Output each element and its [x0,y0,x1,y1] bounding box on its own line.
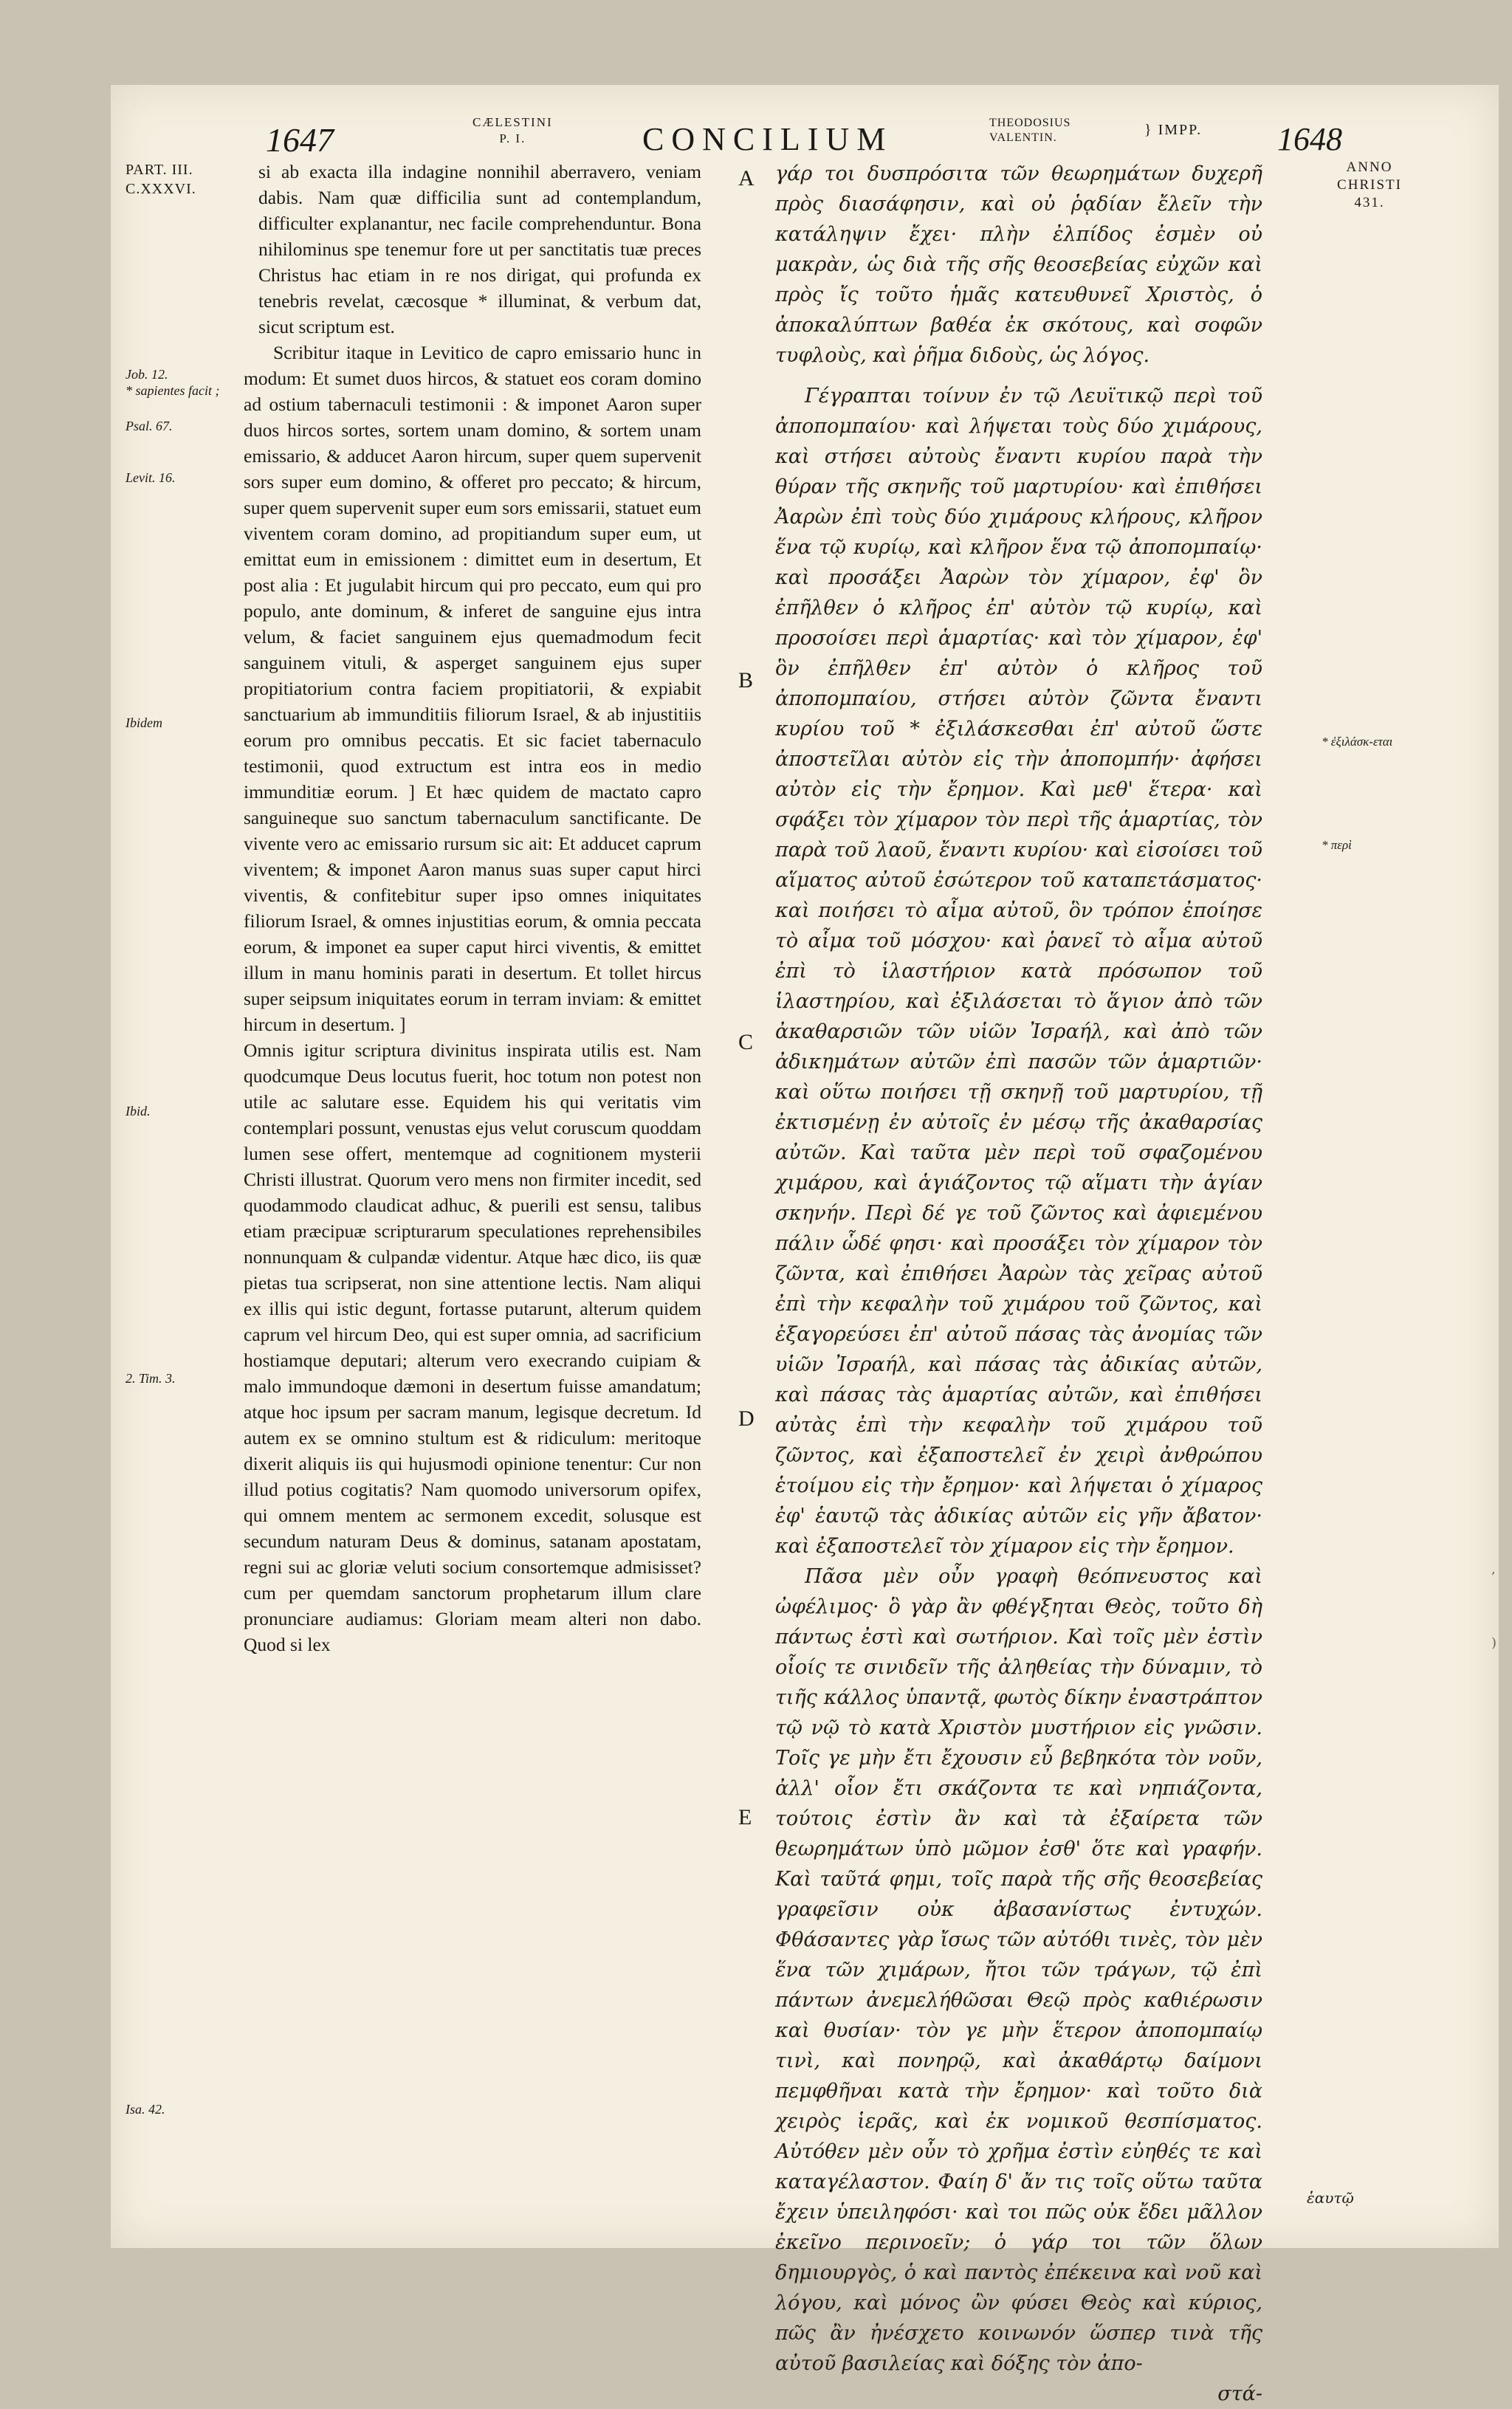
chapter-label: C.XXXVI. [126,181,196,197]
part-chapter-label [126,160,196,199]
greek-paragraph: γάρ τοι δυσπρόσιτα τῶν θεωρημάτων δυχερῆ πρὸς διασάφησιν, καὶ οὐ ῥᾳδίαν ἔλεῖν τὴν κατάληψιν ἔχει· πλὴν ἐλπίδος ἐσμὲν οὐ μακρὰν, ὡς διὰ τῆς σῆς θεοσεβείας εὐχῶν καὶ πρὸς ἴς τοῦτο ἡμᾶς κατευθυνεῖ Χριστὸς, ὁ ἀποκαλύπτων βαθέα ἐκ σκότους, καὶ σοφῶν τυφλοὺς, καὶ ῥῆμα διδοὺς, ὡς λόγος. [775,162,1262,367]
emperor-valentinian: VALENTIN. [989,131,1057,144]
section-letter-e: E [738,1805,752,1829]
margin-note: Ibidem [126,715,162,730]
margin-note: Isa. 42. [126,2102,165,2117]
section-letter-b: B [738,668,754,693]
pope-name: CÆLESTINI [472,115,553,129]
right-margin [1322,159,1432,852]
anno-christi: ANNO CHRISTI 431. [1337,159,1402,210]
greek-paragraph: Πᾶσα μὲν οὖν γραφὴ θεόπνευστος καὶ ὠφέλιμος· ὃ γὰρ ἂν φθέγξηται Θεὸς, τοῦτο δὴ πάντως ἐστὶ καὶ σωτήριον. Καὶ τοῖς μὲν ἐστὶν οἷοίς τε σινιδεῖν τῆς ἀληθείας τὴν δύναμιν, τὸ τιῆς κάλλος ὑπαντᾷ, φωτὸς δίκην ἐναστράπτον τῷ νῷ τὸ κατὰ Χριστὸν μυστήριον εἰς γνῶσιν. Τοῖς γε μὴν ἔτι ἔχουσιν εὖ βεβηκότα τὸν νοῦν, ἀλλ' οἷον ἔτι σκάζοντα τε καὶ νηπιάζοντα, τούτοις ἐστὶν ἂν καὶ τὰ ἐξαίρετα τῶν θεωρημάτων ὑπὸ μῶμον ἐσθ' ὅτε καὶ γραφήν. Καὶ ταῦτά φημι, τοῖς παρὰ τῆς σῆς θεοσεβείας γραφεῖσιν οὐκ ἀβασανίστως ἐντυχών. Φθάσαντες γὰρ ἴσως τῶν αὐτόθι τινὲς, τὸν μὲν ἕνα τῶν χιμάρων, ἤτοι τῶν τράγων, τῷ ἐπὶ πάντων ἀνεμελήθῶσαι Θεῷ πρὸς καθιέρωσιν καὶ θυσίαν· τὸν γε μὴν ἕτερον ἀποπομπαίῳ τινὶ, καὶ πονηρῷ, καὶ ἀκαθάρτῳ δαίμονι πεμφθῆναι κατὰ τὴν ἔρημον· καὶ τοῦτο διὰ χειρὸς ἱερᾶς, καὶ ἐκ νομικοῦ θεσπίσματος. Αὐτόθεν μὲν οὖν τὸ χρῆμα ἐστὶν εὐηθές τε καὶ καταγέλαστον. Φαίη δ' ἄν τις τοῖς οὕτω ταῦτα ἔχειν ὑπειληφόσι· καὶ τοι πῶς οὐκ ἔδει μᾶλλον ἐκεῖνο περινοεῖν; ὁ γάρ τοι τῶν ὅλων δημιουργὸς, ὁ καὶ παντὸς ἐπέκεινα καὶ νοῦ καὶ λόγου, καὶ μόνος ὢν φύσει Θεὸς καὶ κύριος, πῶς ἂν ἠνέσχετο κοινωνόν ὥσπερ τινὰ τῆς αὐτοῦ βασιλείας καὶ δόξης τὸν ἀπο- [775,1565,1262,2375]
margin-note: Ibid. [126,1104,151,1118]
greek-catchword: στά- [1217,2382,1262,2405]
margin-note: Psal. 67. [126,419,173,433]
margin-note: 2. Tim. 3. [126,1371,176,1386]
section-letter-d: D [738,1406,755,1431]
bleed-through-mark: , [1491,1561,1496,1577]
latin-paragraph: Omnis igitur scriptura divinitus inspirata utilis est. Nam quodcumque Deus locutus fuerit, hoc totum non potest non utile ac salutare esse. Equidem his qui veritatis vim contemplari possunt, venustas ejus velut coruscum quoddam lumen sese offert, mentemque ad cognitionem mysterii Christi illustrat. Quorum vero mens non firmiter incedit, sed quodammodo claudicat adhuc, & puerili est sensu, talibus etiam præcipuæ scripturarum speculationes reprehensibiles nonnunquam & culpandæ videntur. Atque hæc dico, iis quæ pietas tua scripserat, non sine attentione lectis. Nam aliqui ex illis qui istic degunt, fortasse putarunt, alterum quidem caprum vel hircum Deo, qui est super omnia, ad sacrificium hostiamque deputari; alterum vero execrando cuipiam & malo immundoque dæmoni in desertum fuisse amandatum; atque hoc ipsum per sacram manum, legisque decretum. Id autem ex se omnino stultum est & ridiculum: meritoque dixerit aliquis iis qui hujusmodi opinione tenentur: Cur non illud potius cogitatis? Nam quomodo universorum opifex, qui omnem mentem ac sermonem excedit, solusque est secundum naturam Deus & dominus, satanam apostatam, regni sui ac gloriæ veluti socium consortemque admisisset? cum per quemdam sanctorum prophetarum illum clare pronunciare audiamus: Gloriam meam alteri non dabo. Quod si lex [244,1039,701,1655]
margin-note: Levit. 16. [126,470,176,485]
latin-column [244,159,701,1657]
emperors-label: } IMPP. [1144,122,1203,138]
greek-paragraph: Γέγραπται τοίνυν ἐν τῷ Λευϊτικῷ περὶ τοῦ ἀποπομπαίου· καὶ λήψεται τοὺς δύο χιμάρους, καὶ στήσει αὐτοὺς ἔναντι κυρίου παρὰ τὴν θύραν τῆς σκηνῆς τοῦ μαρτυρίου· καὶ ἐπιθήσει Ἀαρὼν ἐπὶ τοὺς δύο χιμάρους κλήρους, κλῆρον ἕνα τῷ κυρίῳ, καὶ κλῆρον ἕνα τῷ ἀποπομπαίῳ· καὶ προσάξει Ἀαρὼν τὸν χίμαρον, ἐφ' ὃν ἐπῆλθεν ὁ κλῆρος ἐπ' αὐτὸν τῷ κυρίῳ, καὶ προσοίσει περὶ ἁμαρτίας· καὶ τὸν χίμαρον, ἐφ' ὃν ἐπῆλθεν ἐπ' αὐτὸν ὁ κλῆρος τοῦ ἀποπομπαίου, στήσει αὐτὸν ζῶντα ἔναντι κυρίου τοῦ * ἐξιλάσκεσθαι ἐπ' αὐτοῦ ὥστε ἀποστεῖλαι αὐτὸν εἰς τὴν ἀποπομπήν· ἀφήσει αὐτὸν εἰς τὴν ἔρημον. Καὶ μεθ' ἕτερα· καὶ σφάξει τὸν χίμαρον τὸν περὶ τῆς ἁμαρτίας, τὸν παρὰ τοῦ λαοῦ, ἔναντι κυρίου· καὶ εἰσοίσει τοῦ αἵματος αὐτοῦ ἐσώτερον τοῦ καταπετάσματος· καὶ ποιήσει τὸ αἷμα αὐτοῦ, ὃν τρόπον ἐποίησε τὸ αἷμα τοῦ μόσχου· καὶ ῥανεῖ τὸ αἷμα αὐτοῦ ἐπὶ τὸ ἱλαστήριον κατὰ πρόσωπον τοῦ ἱλαστηρίου, καὶ ἐξιλάσεται τὸ ἅγιον ἀπὸ τῶν ἀκαθαρσιῶν τῶν υἱῶν Ἰσραήλ, καὶ ἀπὸ τῶν ἀδικημάτων αὐτῶν ἐπὶ πασῶν τῶν ἁμαρτιῶν· καὶ οὕτω ποιήσει τῇ σκηνῇ τοῦ μαρτυρίου, τῇ ἐκτισμένῃ ἐν αὐτοῖς ἐν μέσῳ τῆς ἀκαθαρσίας αὐτῶν. Καὶ ταῦτα μὲν περὶ τοῦ σφαζομένου χιμάρου, καὶ ἁγιάζοντος τῷ αἵματι τὴν ἁγίαν σκηνήν. Περὶ δέ γε τοῦ ζῶντος καὶ ἀφιεμένου πάλιν ὧδέ φησι· καὶ προσάξει τὸν χίμαρον τὸν ζῶντα, καὶ ἐπιθήσει Ἀαρὼν τὰς χεῖρας αὐτοῦ ἐπὶ τὴν κεφαλὴν τοῦ χιμάρου τοῦ ζῶντος, καὶ ἐξαγορεύσει ἐπ' αὐτοῦ πάσας τὰς ἀνομίας τῶν υἱῶν Ἰσραήλ, καὶ πάσας τὰς ἀδικίας αὐτῶν, καὶ πάσας τὰς ἁμαρτίας αὐτῶν, καὶ ἐπιθήσει αὐτὰς ἐπὶ τὴν κεφαλὴν τοῦ χιμάρου τοῦ ζῶντος, καὶ ἐξαποστελεῖ ἐν χειρὶ ἀνθρώπου ἑτοίμου εἰς τὴν ἔρημον· καὶ λήψεται ὁ χίμαρος ἐφ' ἑαυτῷ τὰς ἀδικίας αὐτῶν εἰς γῆν ἄβατον· καὶ ἐξαποστελεῖ τὸν χίμαρον εἰς τὴν ἔρημον. [775,385,1262,1558]
section-letters [738,159,768,2226]
section-letter-c: C [738,1030,754,1054]
greek-column [775,159,1262,2409]
margin-note: * sapientes facit ; [126,383,220,398]
part-label: PART. III. [126,162,193,178]
emperor-theodosius: THEODOSIUS [989,117,1071,129]
folio-page [111,85,1499,2405]
bleed-through-mark: ) [1491,1635,1497,1651]
left-page-number: 1647 [266,121,334,159]
pope-heading [472,114,553,147]
page-title: CONCILIUM [642,121,893,157]
margin-note: * ἐξιλάσκ-εται [1322,735,1393,749]
page-catchword: ἑαυτῷ [1307,2189,1354,2207]
pope-number: P. I. [499,131,526,145]
section-letter-a: A [738,166,755,190]
latin-paragraph: Scribitur itaque in Levitico de capro emissario hunc in modum: Et sumet duos hircos, & statuet eos coram domino ad ostium tabernaculi testimonii : & imponet Aaron super duos hircos sortes, sortem unam domino, & sortem unam emissario, & adducet Aaron hircum, super quem supervenit sors super eum domino, & offeret pro peccato; & hircum, super quem supervenit super eum sors emissarii, statuet eum viventem coram domino, ad propitiandum super eum, ut emittat eum in emissionem : dimittet eum in desertum, Et post alia : Et jugulabit hircum qui pro peccato, eum qui pro populo, ante dominum, & inferet de sanguine ejus intra velum, & faciet sanguinem ejus quemadmodum fecit sanguinem vituli, & asperget sanguinem ejus super propitiatorium contra faciem propitiatorii, & expiabit sanctuarium ab immunditiis filiorum Israel, & ab injustitiis eorum pro omnibus peccatis. Et sic faciet tabernaculo testimonii, quod extructum est intra eos in medio immunditiæ eorum. ] Et hæc quidem de mactato capro sanguineque suo sanctum tabernaculum sanctificante. De vivente vero ac emissario rursum sic ait: Et adducet caprum viventem; & imponet Aaron manus suas super caput hirci viventis, & confitebitur super ipso omnes iniquitates filiorum Israel, & omnes injustitias eorum, & omnia peccata eorum, & imponet ea super caput hirci viventis, & emittet illum in manu hominis parati in desertum. Et tollet hircus super seipsum iniquitates eorum in terram inviam: & emittet hircum in desertum. ] [244,342,701,1035]
emperors-heading [989,116,1071,145]
right-page-number: 1648 [1277,121,1342,157]
latin-paragraph: si ab exacta illa indagine nonnihil aberravero, veniam dabis. Nam quæ difficilia sunt ad contemplandum, difficulter explanantur, nec facile comprehenduntur. Bona nihilominus spe tenemur fore ut per sanctitatis tuæ preces Christus hac etiam in re nos dirigat, qui profunda ex tenebris revelat, cæcosque * illuminat, & verbum dat, sicut scriptum est. [258,161,701,337]
margin-note: * περὶ [1322,838,1352,852]
margin-note: Job. 12. [126,367,168,382]
